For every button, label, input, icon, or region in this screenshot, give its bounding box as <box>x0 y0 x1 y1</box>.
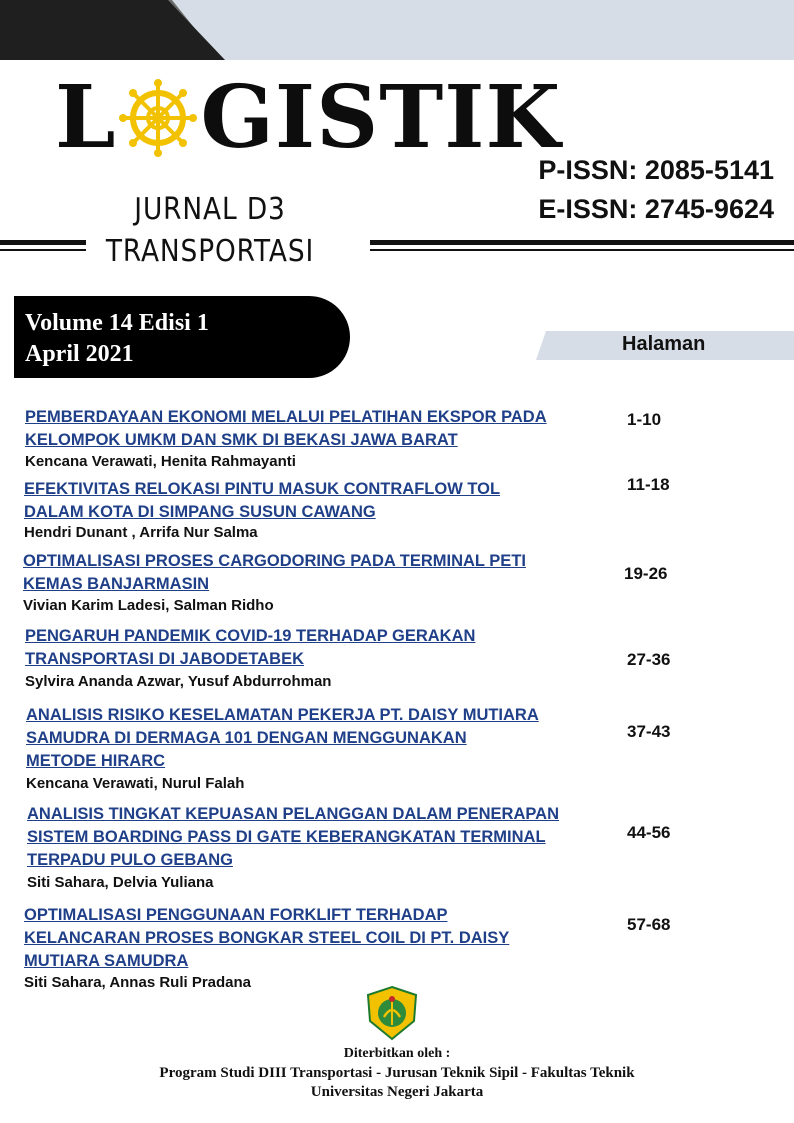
journal-subtitle-line1: JURNAL D3 <box>134 192 286 227</box>
e-issn: E-ISSN: 2745-9624 <box>538 194 774 224</box>
publisher-line1: Program Studi DIII Transportasi - Jurusan Teknik Sipil - Fakultas Teknik <box>159 1065 635 1081</box>
article-2-pages: 11-18 <box>627 475 670 494</box>
divider-left-thin <box>0 249 86 251</box>
top-banner-light <box>160 0 794 60</box>
article-3-pages: 19-26 <box>624 564 668 583</box>
article-2-title[interactable]: EFEKTIVITAS RELOKASI PINTU MASUK CONTRAFLOW TOL DALAM KOTA DI SIMPANG SUSUN CAWANG <box>24 480 501 521</box>
article-5-authors: Kencana Verawati, Nurul Falah <box>26 775 245 792</box>
divider-right-thin <box>370 249 794 251</box>
article-1-authors: Kencana Verawati, Henita Rahmayanti <box>25 453 296 470</box>
article-4-title[interactable]: PENGARUH PANDEMIK COVID-19 TERHADAP GERAKAN TRANSPORTASI DI JABODETABEK <box>25 627 476 668</box>
article-6-title[interactable]: ANALISIS TINGKAT KEPUASAN PELANGGAN DALAM PENERAPAN SISTEM BOARDING PASS DI GATE KEBERANGKATAN TERMINAL TERPADU PULO GEBANG <box>27 805 559 869</box>
journal-logo <box>55 67 562 168</box>
article-3-title[interactable]: OPTIMALISASI PROSES CARGODORING PADA TERMINAL PETI KEMAS BANJARMASIN <box>23 552 526 593</box>
p-issn: P-ISSN: 2085-5141 <box>538 155 774 185</box>
pages-header: Halaman <box>622 333 706 355</box>
article-6-pages: 44-56 <box>627 823 671 842</box>
article-7-authors: Siti Sahara, Annas Ruli Pradana <box>24 974 252 991</box>
issue-date: April 2021 <box>25 341 134 367</box>
divider-right-thick <box>370 240 794 245</box>
article-3-authors: Vivian Karim Ladesi, Salman Ridho <box>23 597 274 614</box>
article-6-authors: Siti Sahara, Delvia Yuliana <box>27 874 214 891</box>
ship-wheel-icon <box>118 78 198 158</box>
article-5-pages: 37-43 <box>627 722 671 741</box>
article-7-title[interactable]: OPTIMALISASI PENGGUNAAN FORKLIFT TERHADAP KELANCARAN PROSES BONGKAR STEEL COIL DI PT. DAISY MUTIARA SAMUDRA <box>24 906 510 970</box>
article-1-title[interactable]: PEMBERDAYAAN EKONOMI MELALUI PELATIHAN EKSPOR PADA KELOMPOK UMKM DAN SMK DI BEKASI JAWA BARAT <box>25 408 547 449</box>
volume-label: Volume 14 Edisi 1 <box>25 310 209 336</box>
divider-left-thick <box>0 240 86 245</box>
article-4-pages: 27-36 <box>627 650 671 669</box>
article-4-authors: Sylvira Ananda Azwar, Yusuf Abdurrohman <box>25 673 332 690</box>
article-2-authors: Hendri Dunant , Arrifa Nur Salma <box>24 524 258 541</box>
logo-letter-l: L <box>55 67 117 168</box>
logo-letters-gistik: GISTIK <box>200 67 562 168</box>
article-1-pages: 1-10 <box>627 410 662 429</box>
journal-subtitle-line2: TRANSPORTASI <box>105 234 315 269</box>
article-5-title[interactable]: ANALISIS RISIKO KESELAMATAN PEKERJA PT. DAISY MUTIARA SAMUDRA DI DERMAGA 101 DENGAN MENGGUNAKAN METODE HIRARC <box>26 706 539 770</box>
publisher-label: Diterbitkan oleh : <box>343 1046 451 1061</box>
publisher-line2: Universitas Negeri Jakarta <box>310 1084 484 1100</box>
university-emblem-icon <box>362 985 422 1041</box>
article-7-pages: 57-68 <box>627 915 671 934</box>
